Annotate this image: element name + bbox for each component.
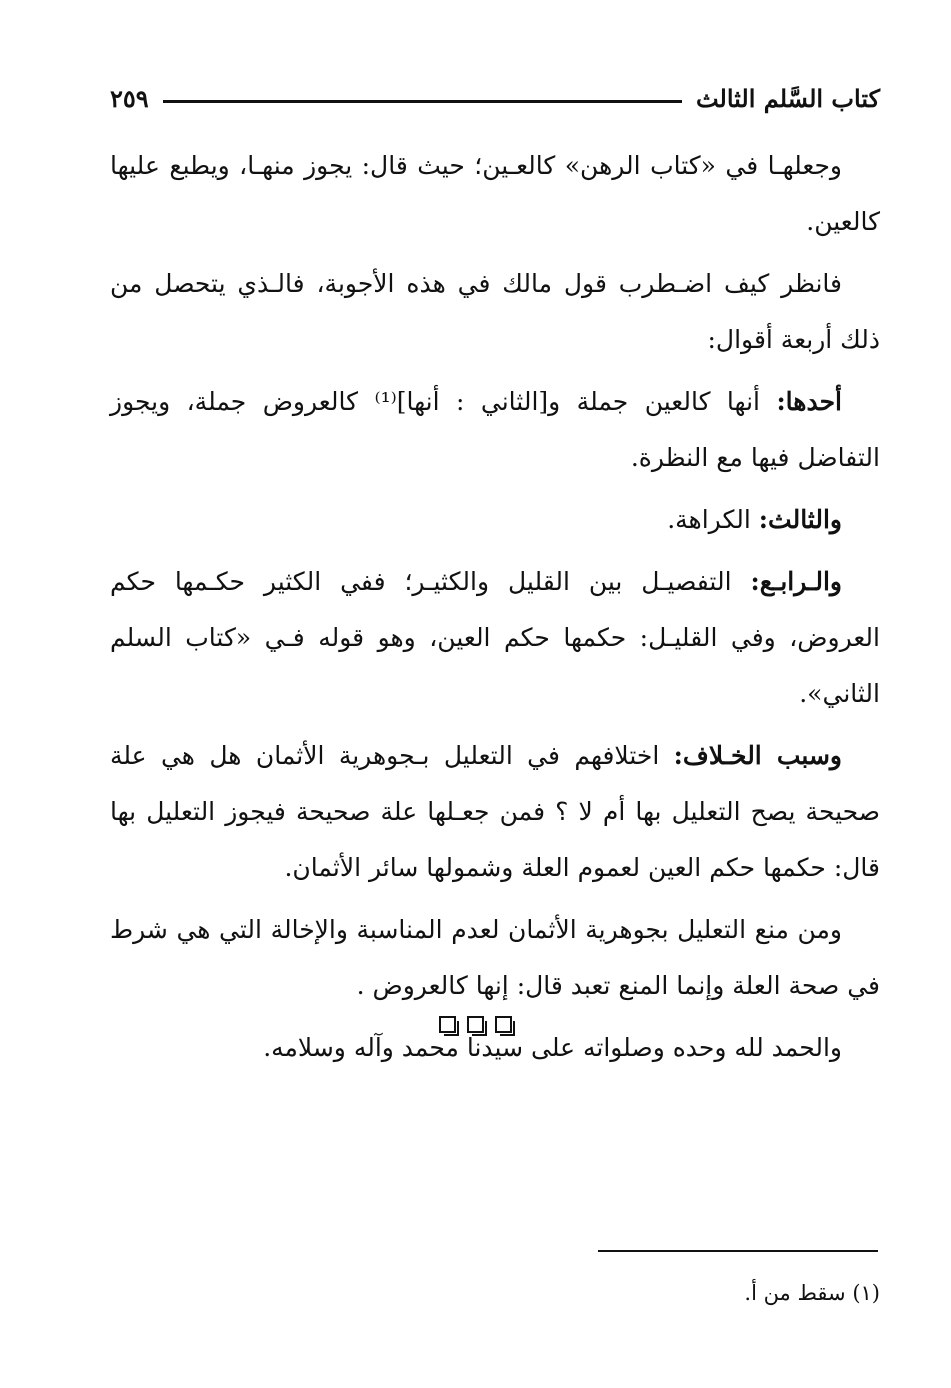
header-rule [163,100,682,103]
paragraph-3 [110,374,880,486]
paragraph-text: أنها كالعين جملة و[الثاني : أنها]⁽¹⁾ كالعروض جملة، ويجوز التفاضل فيها مع النظرة. [110,387,880,472]
paragraph-text: اختلافهم في التعليل بـجوهرية الأثمان هل هي علة صحيحة يصح التعليل بها أم لا ؟ فمن جعـلها علة صحيحة فيجوز التعليل بها قال: حكمها حكم العين لعموم العلة وشمولها سائر الأثمان. [110,741,880,882]
square-ornament-icon [467,1016,484,1033]
three-squares-ornament-icon [0,1016,951,1037]
paragraph-7 [110,902,880,1014]
paragraph-text: فانظر كيف اضـطرب قول مالك في هذه الأجوبة، فالـذي يتحصل من ذلك أربعة أقوال: [110,269,880,354]
paragraph-6 [110,728,880,896]
page-header [110,78,880,118]
paragraph-4 [110,492,880,548]
footnote-rule [598,1250,878,1252]
paragraph-text: التفصيـل بين القليل والكثيـر؛ ففي الكثير حكـمها حكم العروض، وفي القليـل: حكمها حكم العين، وهو قوله فـي «كتاب السلم الثاني». [110,567,880,708]
body-text [110,138,880,1082]
running-title: كتاب السَّلم الثالث [695,83,880,113]
paragraph-2 [110,256,880,368]
paragraph-text: والحمد لله وحده وصلواته على سيدنا محمد وآله وسلامه. [263,1033,842,1062]
paragraph-text: الكراهة. [667,505,759,534]
paragraph-text: ومن منع التعليل بجوهرية الأثمان لعدم المناسبة والإخالة التي هي شرط في صحة العلة وإنما المنع تعبد قال: إنها كالعروض . [110,915,880,1000]
square-ornament-icon [439,1016,456,1033]
paragraph-5 [110,554,880,722]
page-number: ٢٥٩ [110,83,149,113]
paragraph-1 [110,138,880,250]
paragraph-lead: والثالث: [758,505,842,534]
square-ornament-icon [495,1016,512,1033]
paragraph-text: وجعلهـا في «كتاب الرهن» كالعـين؛ حيث قال: يجوز منهـا، ويطبع عليها كالعين. [110,151,880,236]
paragraph-lead: والـرابـع: [750,567,842,596]
paragraph-lead: أحدها: [776,387,842,416]
paragraph-lead: وسبب الخـلاف: [673,741,842,770]
footnote: (١) سقط من أ. [744,1281,880,1305]
